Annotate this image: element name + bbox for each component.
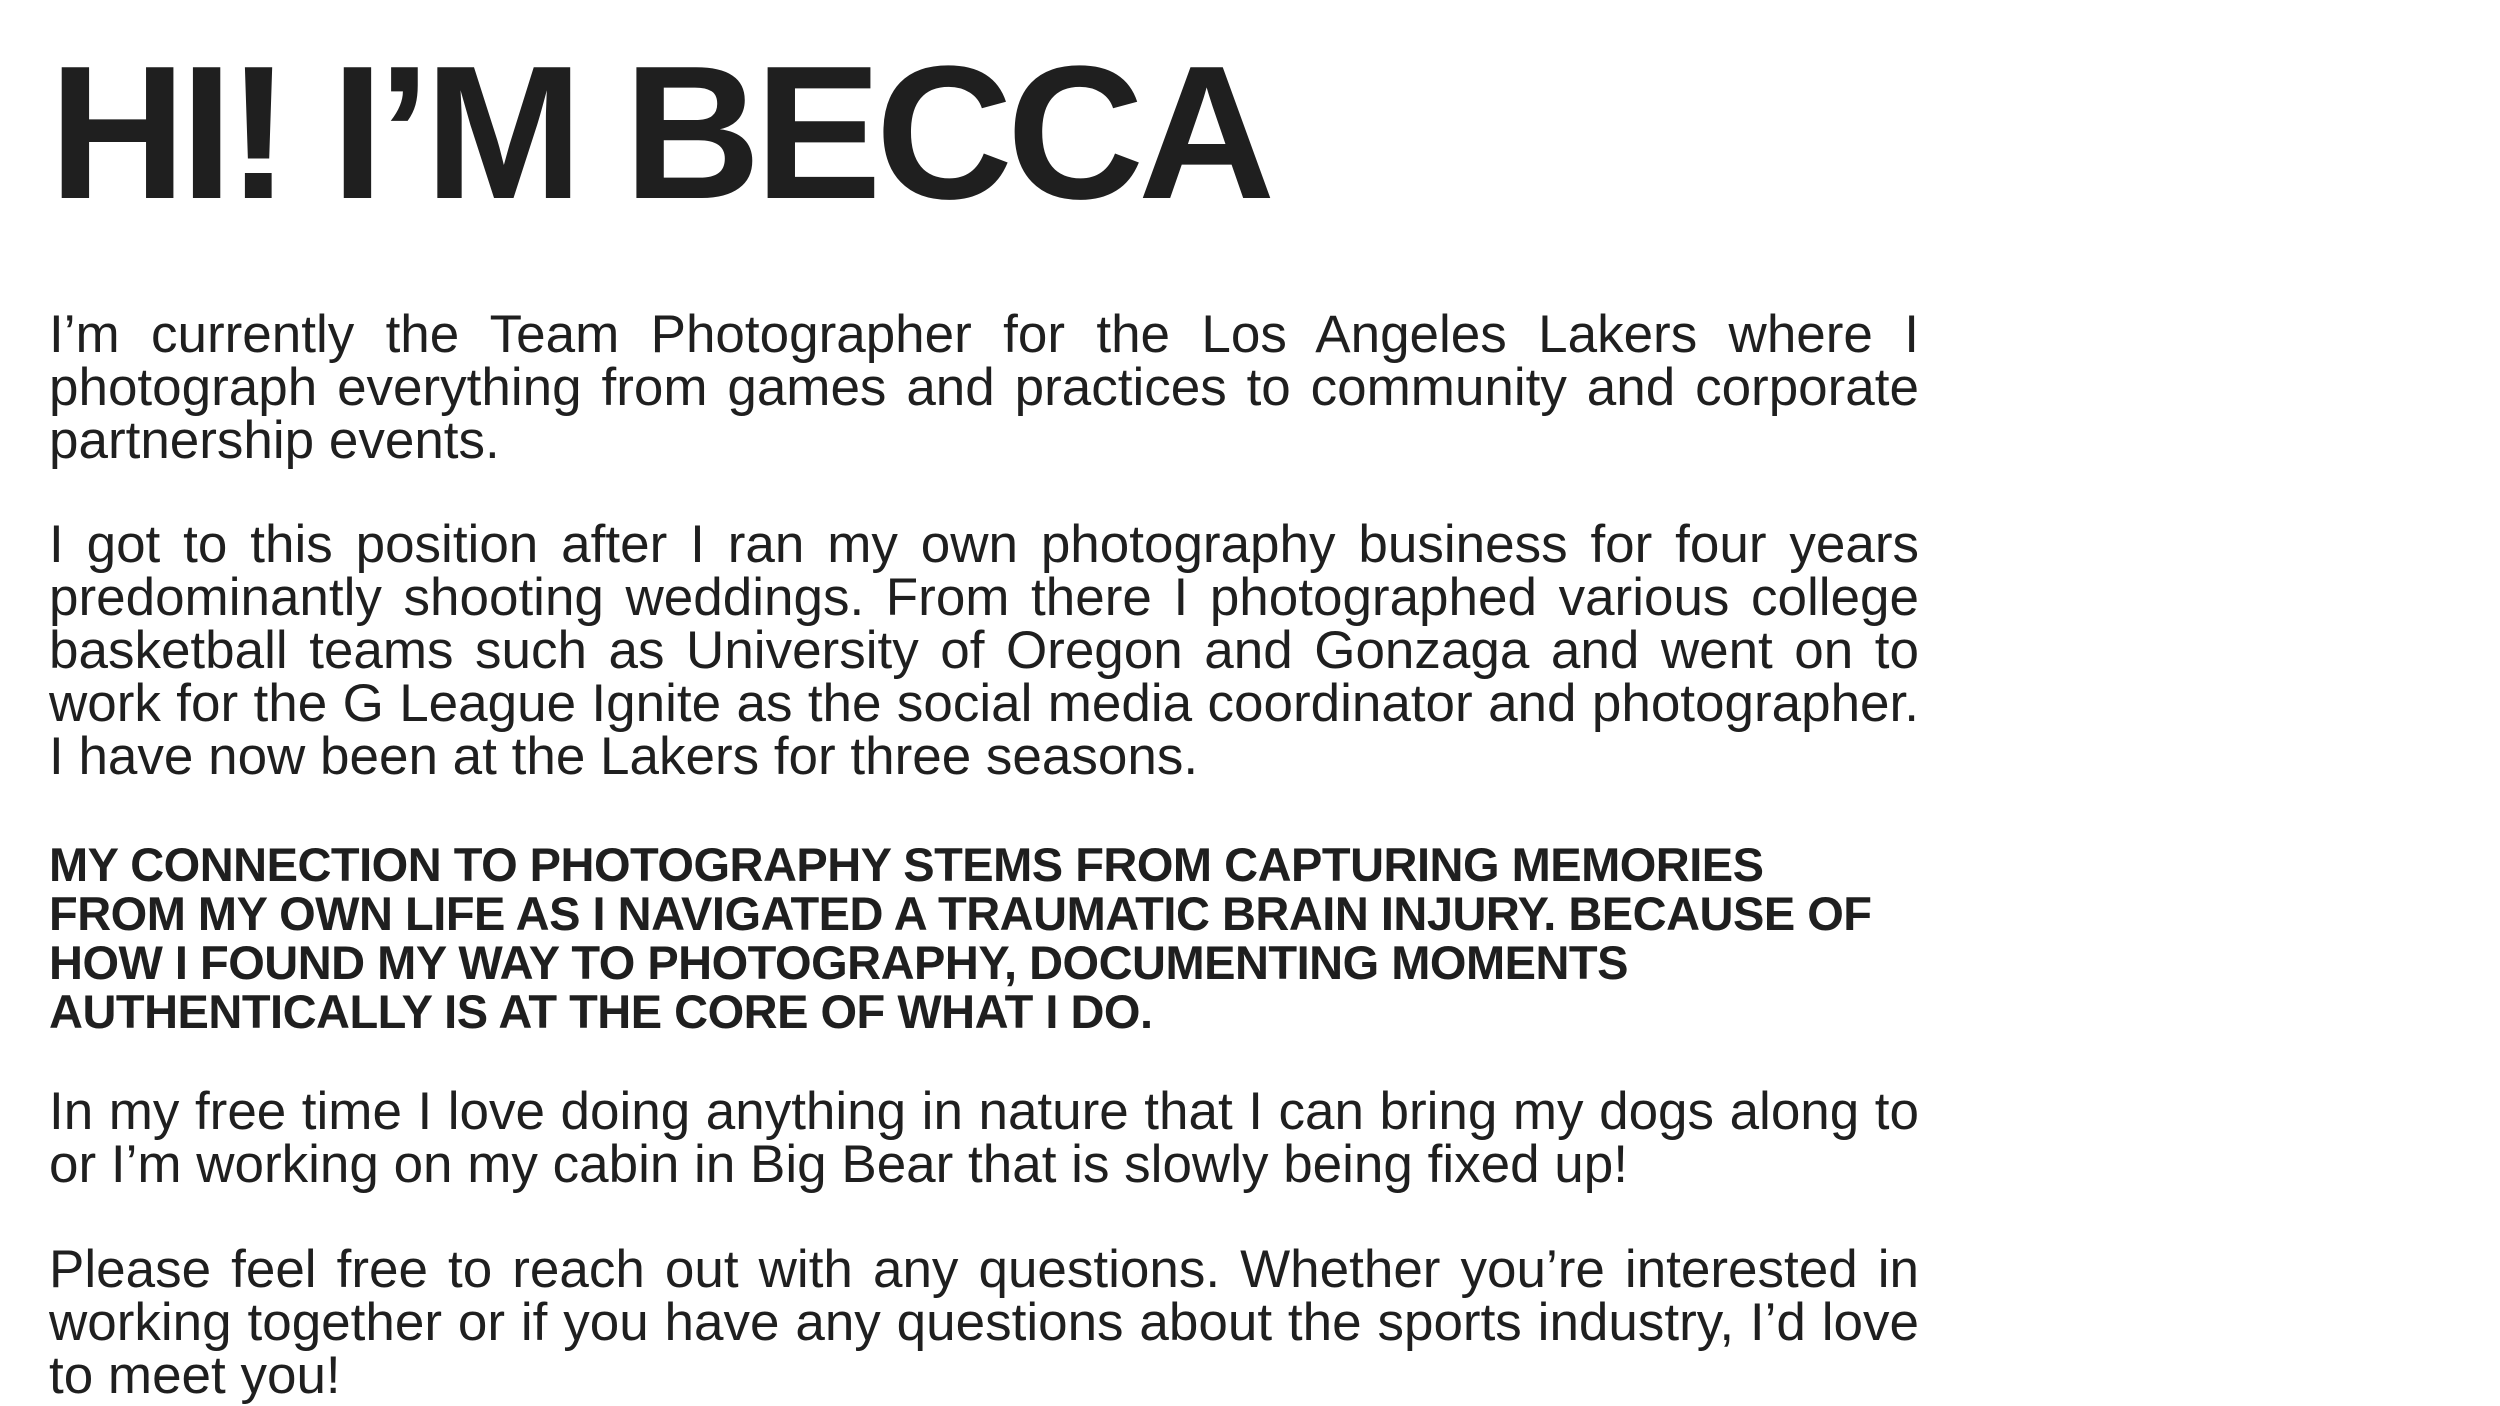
bio-paragraph-contact: Please feel free to reach out with any questions. Whether you’re interested in working together or if you have any questions about the sports industry, I’d love to meet you! xyxy=(49,1240,1919,1405)
bio-paragraph-career-history: I got to this position after I ran my own photography business for four years predominantly shooting weddings. From there I photographed various college basketball teams such as University of Oregon and Gonzaga and went on to work for the G League Ignite as the social media coordinator and photographer. I have now been at the Lakers for three seasons. xyxy=(49,515,1919,786)
bio-paragraph-current-role: I’m currently the Team Photographer for the Los Angeles Lakers where I photograph everything from games and practices to community and corporate partnership events. xyxy=(49,305,1919,470)
bio-highlight-statement: MY CONNECTION TO PHOTOGRAPHY STEMS FROM CAPTURING MEMORIES FROM MY OWN LIFE AS I NAVIGATED A TRAUMATIC BRAIN INJURY. BECAUSE OF HOW I FOUND MY WAY TO PHOTOGRAPHY, DOCUMENTING MOMENTS AUTHENTICALLY IS AT THE CORE OF WHAT I DO. xyxy=(49,838,1872,1038)
page-title: HI! I’M BECCA xyxy=(49,27,1270,239)
bio-paragraph-free-time: In my free time I love doing anything in nature that I can bring my dogs along to or I’m working on my cabin in Big Bear that is slowly being fixed up! xyxy=(49,1082,1919,1194)
